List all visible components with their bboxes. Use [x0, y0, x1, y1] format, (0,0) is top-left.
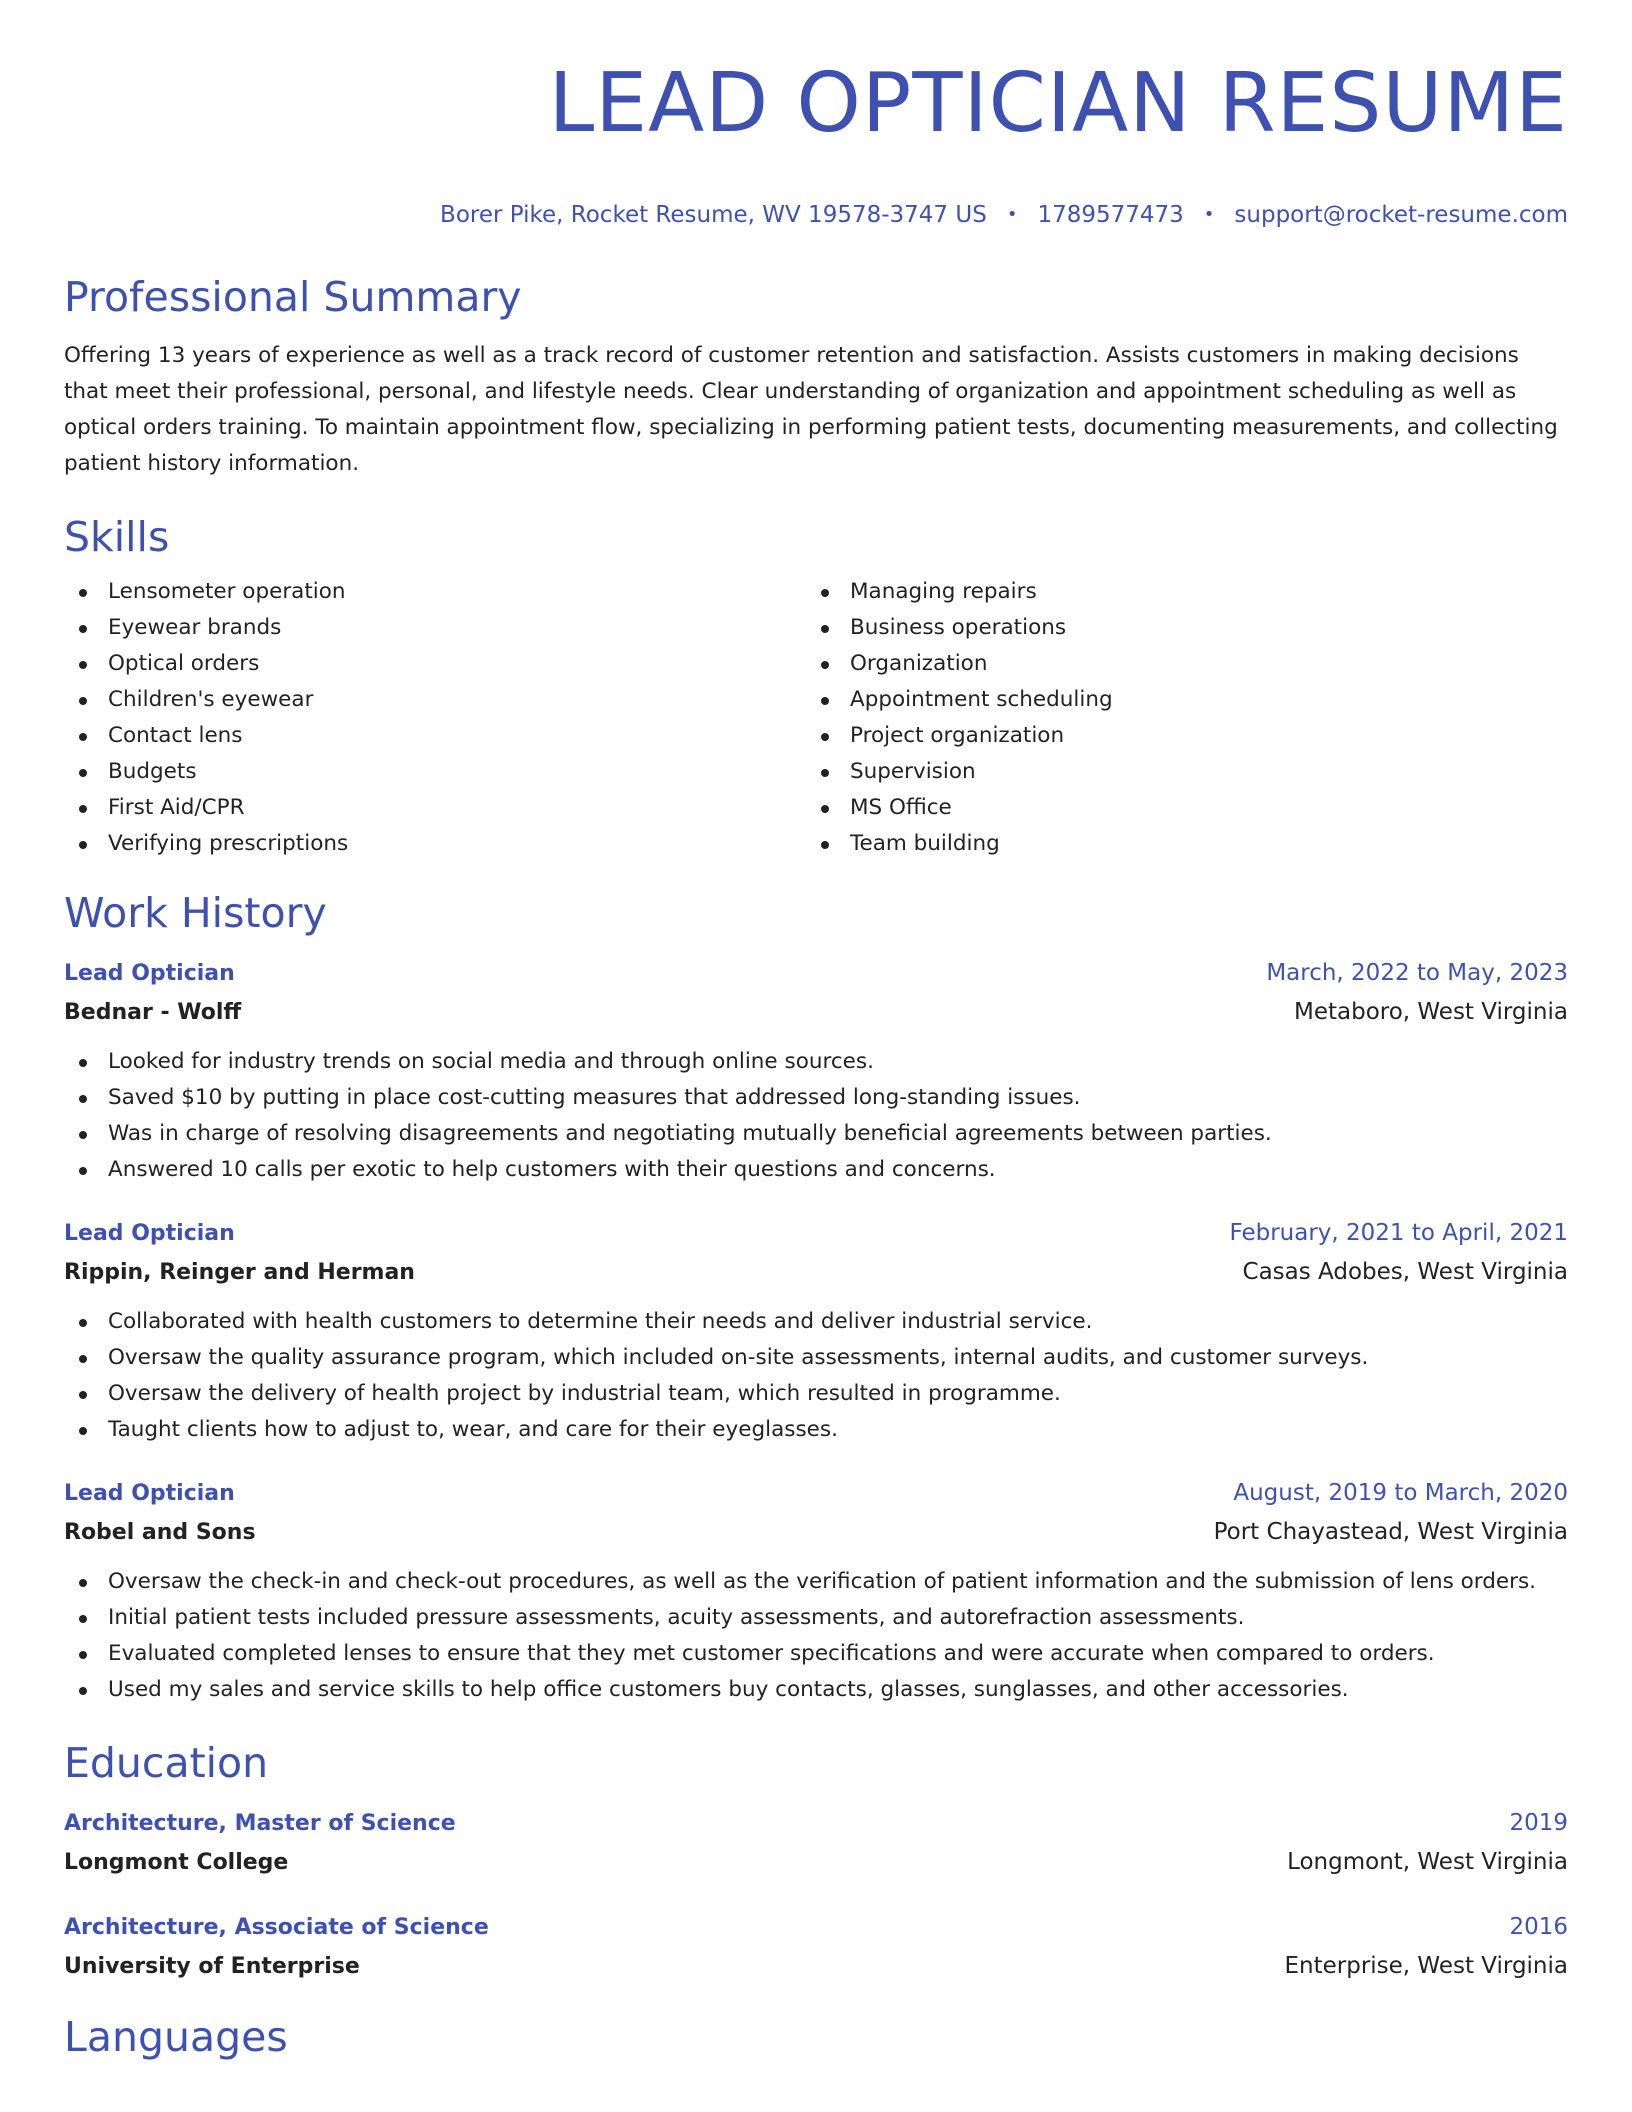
job-duty: Saved $10 by putting in place cost-cutting measures that addressed long-standing issues.: [64, 1080, 1568, 1116]
skills-column-left: [64, 574, 806, 862]
job-role: Lead Optician: [64, 1221, 235, 1246]
job-duty: Was in charge of resolving disagreements and negotiating mutually beneficial agreements between parties.: [64, 1116, 1568, 1152]
skills-column-right: [806, 574, 1548, 862]
languages-heading: Languages: [64, 2013, 288, 2061]
education-year: 2016: [1509, 1914, 1568, 1940]
job-duty: Oversaw the quality assurance program, which included on-site assessments, internal audits, and customer surveys.: [64, 1340, 1568, 1376]
job-duty: Oversaw the delivery of health project by industrial team, which resulted in programme.: [64, 1376, 1568, 1412]
job-company: Robel and Sons: [64, 1520, 256, 1545]
education-entry: [64, 1908, 1568, 1986]
education-school: Longmont College: [64, 1850, 289, 1875]
job-company: Rippin, Reinger and Herman: [64, 1260, 415, 1285]
skill-item: Optical orders: [64, 646, 806, 682]
skill-item: Organization: [806, 646, 1548, 682]
summary-text: Offering 13 years of experience as well as a track record of customer retention and satisfaction. Assists customers in making decisions that meet their professional, personal, and lifestyle needs. Clear understanding of organization and appointment scheduling as well as optical orders training. To maintain appointment flow, specializing in performing patient tests, documenting measurements, and collecting patient history information.: [64, 343, 1558, 476]
job-company: Bednar - Wolff: [64, 1000, 242, 1025]
job-duty: Taught clients how to adjust to, wear, and care for their eyeglasses.: [64, 1412, 1568, 1448]
job-duty: Evaluated completed lenses to ensure that they met customer specifications and were accurate when compared to orders.: [64, 1636, 1568, 1672]
skill-item: Children's eyewear: [64, 682, 806, 718]
job-dates: August, 2019 to March, 2020: [1233, 1480, 1568, 1506]
job-duty: Used my sales and service skills to help office customers buy contacts, glasses, sunglasses, and other accessories.: [64, 1672, 1568, 1708]
job-duties: [64, 1564, 1568, 1708]
education-entry: [64, 1804, 1568, 1882]
job-entry: [64, 1214, 1568, 1448]
contact-separator: •: [1006, 204, 1018, 225]
job-location: Casas Adobes, West Virginia: [1242, 1259, 1568, 1285]
contact-info: [64, 200, 1568, 230]
skill-item: Budgets: [64, 754, 806, 790]
job-location: Metaboro, West Virginia: [1293, 999, 1568, 1025]
skill-item: Team building: [806, 826, 1548, 862]
job-duties: [64, 1304, 1568, 1448]
job-duties: [64, 1044, 1568, 1188]
skill-item: First Aid/CPR: [64, 790, 806, 826]
skill-item: Business operations: [806, 610, 1548, 646]
job-dates: March, 2022 to May, 2023: [1266, 960, 1568, 986]
work-history-heading: Work History: [64, 889, 327, 937]
job-duty: Looked for industry trends on social media and through online sources.: [64, 1044, 1568, 1080]
skill-item: Eyewear brands: [64, 610, 806, 646]
job-dates: February, 2021 to April, 2021: [1229, 1220, 1568, 1246]
skill-item: MS Office: [806, 790, 1548, 826]
skill-item: Appointment scheduling: [806, 682, 1548, 718]
education-location: Enterprise, West Virginia: [1284, 1953, 1568, 1979]
contact-phone: 1789577473: [1037, 202, 1184, 228]
job-role: Lead Optician: [64, 1481, 235, 1506]
contact-address: Borer Pike, Rocket Resume, WV 19578-3747 US: [440, 202, 987, 228]
skills-heading: Skills: [64, 513, 170, 561]
education-degree: Architecture, Master of Science: [64, 1811, 456, 1836]
job-duty: Collaborated with health customers to determine their needs and deliver industrial service.: [64, 1304, 1568, 1340]
skill-item: Managing repairs: [806, 574, 1548, 610]
job-entry: [64, 954, 1568, 1188]
job-location: Port Chayastead, West Virginia: [1213, 1519, 1568, 1545]
skill-item: Supervision: [806, 754, 1548, 790]
education-school: University of Enterprise: [64, 1954, 360, 1979]
education-heading: Education: [64, 1739, 269, 1787]
skills-list: [64, 574, 1568, 862]
resume-title: LEAD OPTICIAN RESUME: [548, 56, 1568, 151]
job-duty: Answered 10 calls per exotic to help customers with their questions and concerns.: [64, 1152, 1568, 1188]
contact-email: support@rocket-resume.com: [1234, 202, 1568, 228]
summary-heading: Professional Summary: [64, 273, 522, 321]
skill-item: Contact lens: [64, 718, 806, 754]
job-role: Lead Optician: [64, 961, 235, 986]
job-entry: [64, 1474, 1568, 1708]
education-location: Longmont, West Virginia: [1287, 1849, 1568, 1875]
skill-item: Lensometer operation: [64, 574, 806, 610]
job-duty: Oversaw the check-in and check-out procedures, as well as the verification of patient information and the submission of lens orders.: [64, 1564, 1568, 1600]
education-year: 2019: [1509, 1810, 1568, 1836]
skill-item: Verifying prescriptions: [64, 826, 806, 862]
contact-separator: •: [1203, 204, 1215, 225]
skill-item: Project organization: [806, 718, 1548, 754]
job-duty: Initial patient tests included pressure assessments, acuity assessments, and autorefraction assessments.: [64, 1600, 1568, 1636]
education-degree: Architecture, Associate of Science: [64, 1915, 489, 1940]
